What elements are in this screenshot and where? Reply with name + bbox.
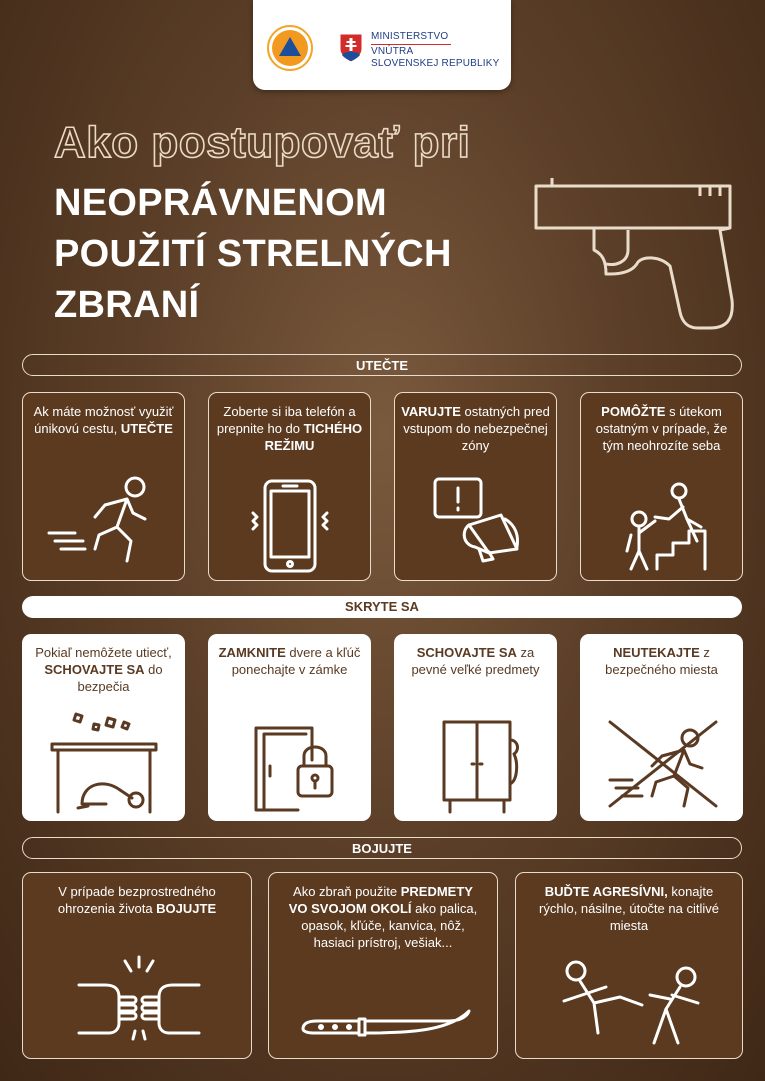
card-fight-objects xyxy=(268,872,498,1059)
card-text: NEUTEKAJTE z bezpečného miesta xyxy=(605,645,718,677)
page-title: NEOPRÁVNENOM POUŽITÍ STRELNÝCH ZBRANÍ xyxy=(54,182,452,326)
card-run-escape xyxy=(22,392,185,581)
phone-silent-icon xyxy=(247,479,333,575)
card-text: Zoberte si iba telefón a prepnite ho do TICHÉHO REŽIMU xyxy=(216,404,363,453)
title-outline: Ako postupovať pri xyxy=(54,118,471,167)
section-bar-hide: SKRYTE SA xyxy=(22,596,742,618)
card-hide-stay xyxy=(580,634,743,821)
megaphone-warning-icon xyxy=(431,475,527,567)
kicking-fight-icon xyxy=(558,957,706,1049)
card-text: ZAMKNITE dvere a kľúč ponechajte v zámke xyxy=(218,645,361,677)
card-run-phone xyxy=(208,392,371,581)
card-hide-shelter xyxy=(22,634,185,821)
card-text: Ako zbraň použite PREDMETY VO SVOJOM OKOLÍ ako palica, opasok, kľúče, kanvica, nôž, hasiaci prístroj, vešiak... xyxy=(288,884,478,950)
knife-icon xyxy=(299,1001,471,1041)
card-run-help xyxy=(580,392,743,581)
card-text: POMÔŽTE s útekom ostatným v prípade, že tým neohrozíte seba xyxy=(595,404,728,453)
card-text: V prípade bezprostredného ohrozenia života BOJUJTE xyxy=(57,884,217,916)
fists-icon xyxy=(75,953,203,1043)
section-bar-run: UTEČTE xyxy=(22,354,742,376)
handgun-icon xyxy=(530,170,735,335)
locked-door-icon xyxy=(248,724,338,816)
no-running-icon xyxy=(606,716,722,812)
helping-people-icon xyxy=(617,481,713,573)
card-text: BUĎTE AGRESÍVNI, konajte rýchlo, násilne, útočte na citlivé miesta xyxy=(539,884,719,933)
person-under-table-icon xyxy=(48,710,160,814)
header-logo-card xyxy=(253,0,511,90)
card-hide-lock xyxy=(208,634,371,821)
ministry-text: MINISTERSTVO VNÚTRA SLOVENSKEJ REPUBLIKY xyxy=(371,31,500,69)
card-text: SCHOVAJTE SA za pevné veľké predmety xyxy=(411,645,540,677)
card-fight-fight xyxy=(22,872,252,1059)
civil-protection-logo xyxy=(267,25,313,71)
card-text: Ak máte možnosť využiť únikovú cestu, UTEČTE xyxy=(33,404,174,436)
card-text: VARUJTE ostatných pred vstupom do nebezpečnej zóny xyxy=(401,404,550,453)
section-bar-fight: BOJUJTE xyxy=(22,837,742,859)
card-run-warn xyxy=(394,392,557,581)
wardrobe-hiding-icon xyxy=(438,718,522,816)
card-hide-objects xyxy=(394,634,557,821)
running-person-icon xyxy=(45,473,165,565)
card-fight-aggressive xyxy=(515,872,743,1059)
card-text: Pokiaľ nemôžete utiecť, SCHOVAJTE SA do bezpečia xyxy=(35,645,172,694)
slovak-coat-of-arms-icon xyxy=(339,33,363,63)
